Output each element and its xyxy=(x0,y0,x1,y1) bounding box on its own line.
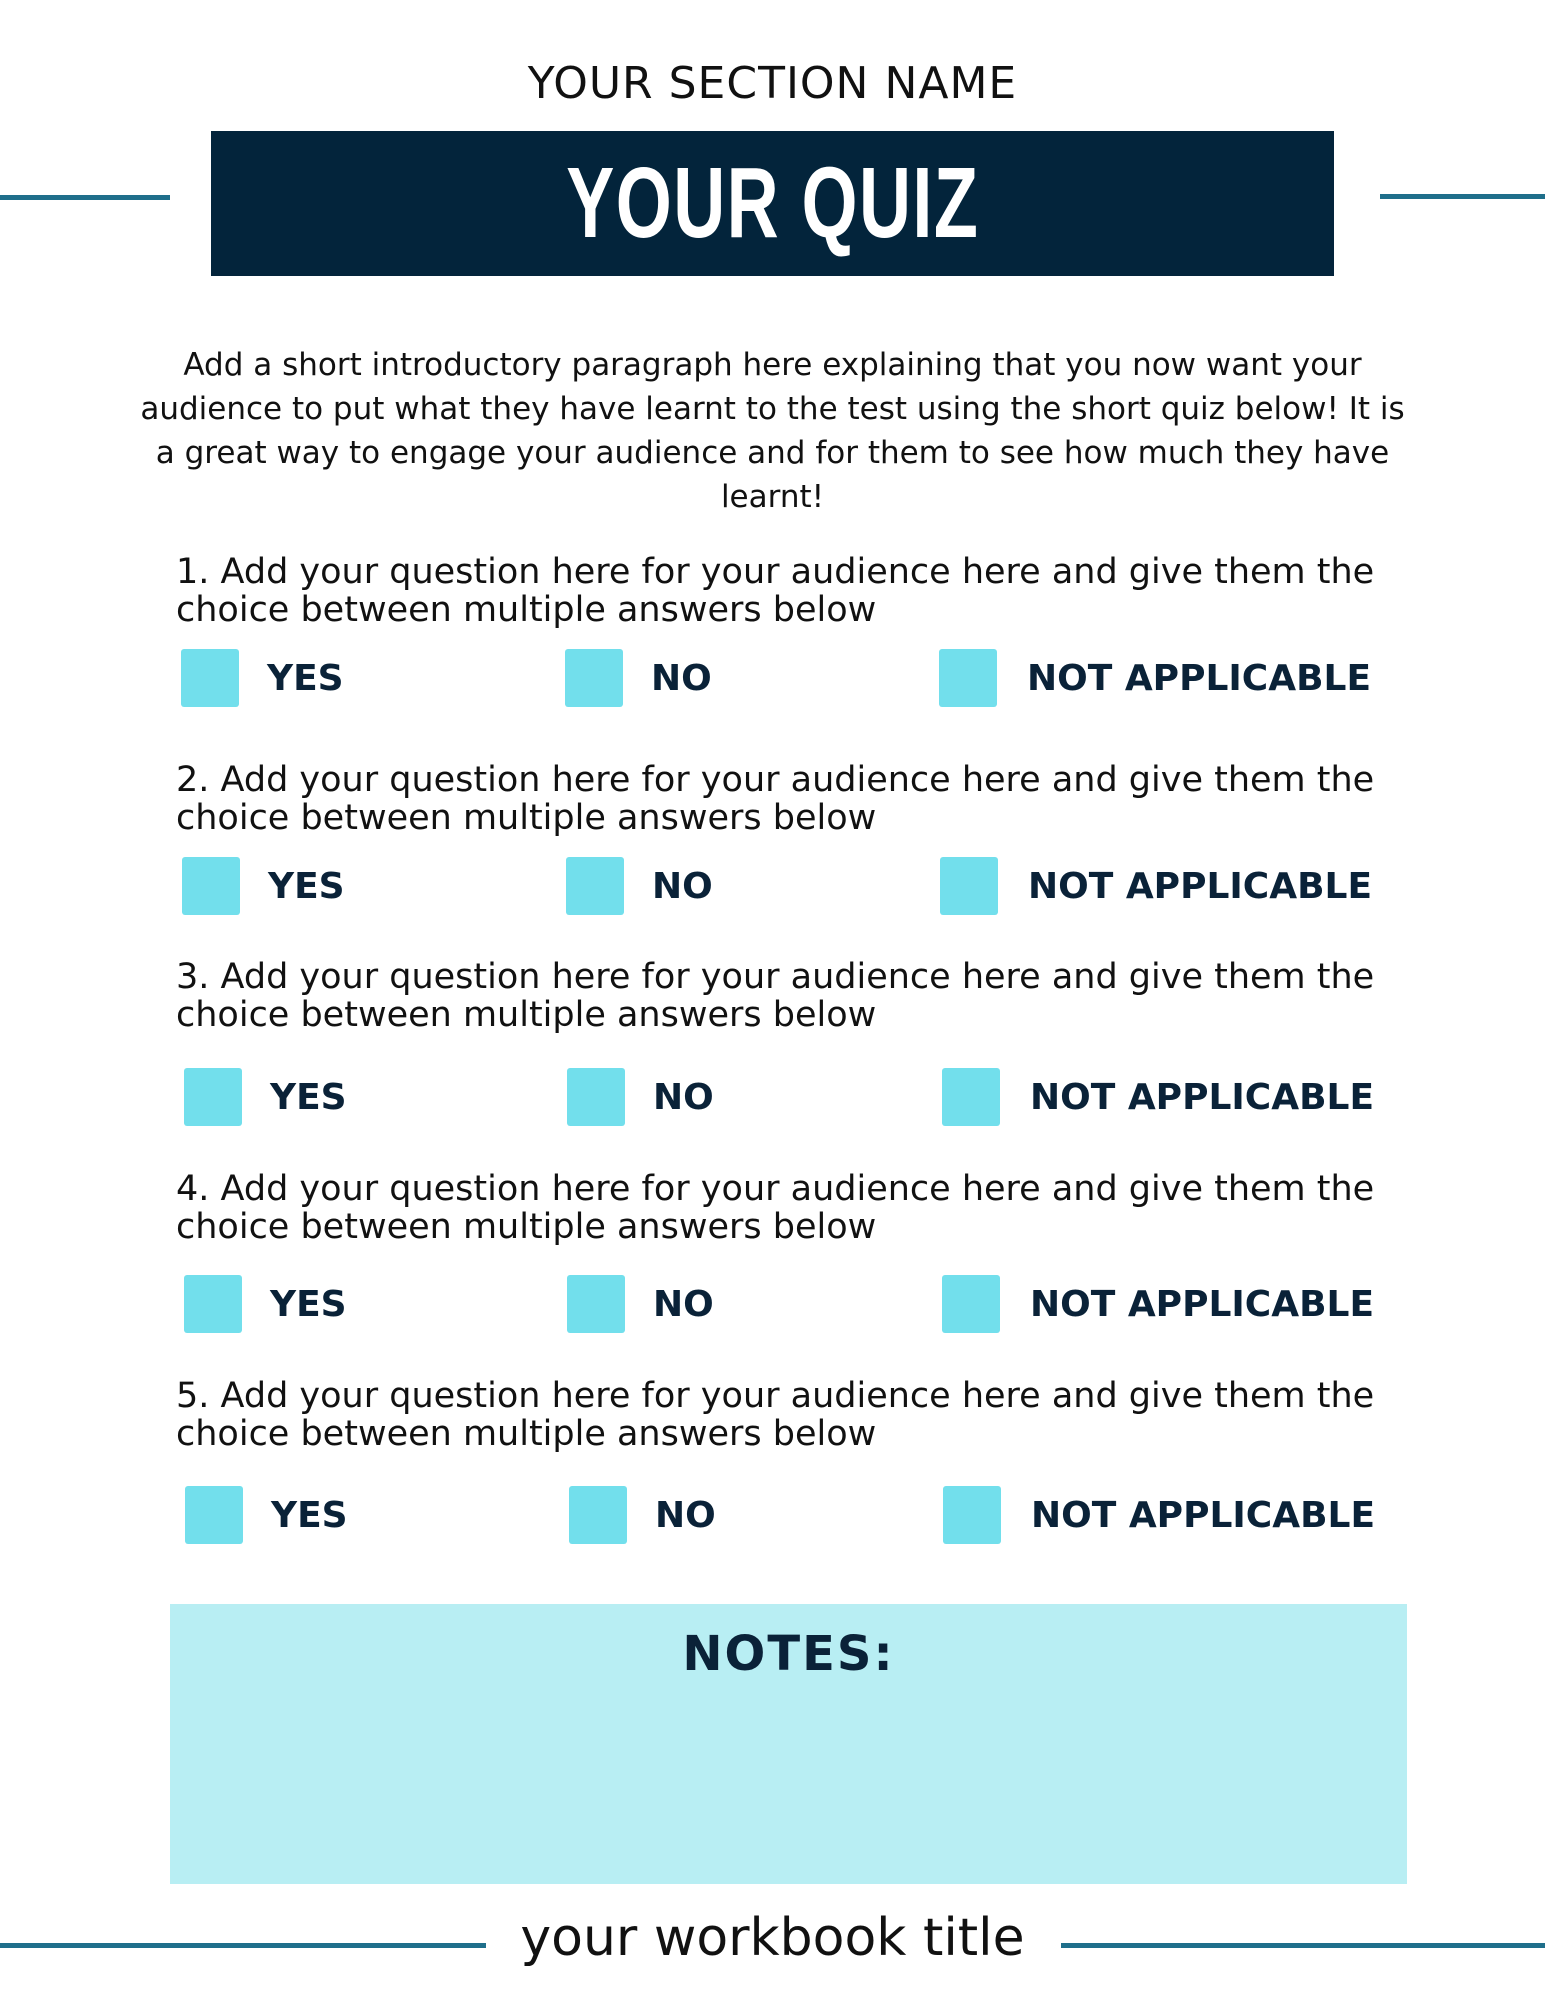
question-text-line2: choice between multiple answers below xyxy=(176,1414,877,1454)
option-label: NO xyxy=(653,1283,714,1325)
question-4 xyxy=(176,1170,1376,1246)
checkbox[interactable] xyxy=(185,1486,243,1544)
question-text-line2: choice between multiple answers below xyxy=(176,590,877,630)
intro-paragraph: Add a short introductory paragraph here explaining that you now want your audience to put what they have learnt to the test using the short quiz below! It is a great way to engage your audience and for them to see how much they have learnt! xyxy=(140,347,1405,515)
checkbox[interactable] xyxy=(184,1068,242,1126)
option-yes[interactable] xyxy=(181,649,344,707)
option-not-applicable[interactable] xyxy=(942,1275,1374,1333)
option-label: YES xyxy=(268,865,345,907)
question-text-line2: choice between multiple answers below xyxy=(176,1207,877,1247)
question-2-options xyxy=(0,857,1545,917)
question-2 xyxy=(176,761,1376,837)
option-label: NO xyxy=(653,1076,714,1118)
option-label: NOT APPLICABLE xyxy=(1027,657,1372,699)
decorative-rule-right xyxy=(1380,194,1545,199)
option-label: NO xyxy=(655,1494,716,1536)
notes-box[interactable] xyxy=(170,1604,1407,1884)
checkbox[interactable] xyxy=(942,1275,1000,1333)
option-no[interactable] xyxy=(566,857,713,915)
option-not-applicable[interactable] xyxy=(939,649,1371,707)
question-1 xyxy=(176,553,1376,629)
option-label: YES xyxy=(270,1076,347,1118)
question-text-line1: 1. Add your question here for your audience here and give them the xyxy=(176,552,1375,592)
checkbox[interactable] xyxy=(182,857,240,915)
question-text-line1: 4. Add your question here for your audience here and give them the xyxy=(176,1169,1375,1209)
option-yes[interactable] xyxy=(185,1486,348,1544)
option-no[interactable] xyxy=(569,1486,716,1544)
checkbox[interactable] xyxy=(181,649,239,707)
option-label: NOT APPLICABLE xyxy=(1028,865,1373,907)
option-label: YES xyxy=(271,1494,348,1536)
option-label: NOT APPLICABLE xyxy=(1031,1494,1376,1536)
checkbox[interactable] xyxy=(567,1068,625,1126)
option-no[interactable] xyxy=(567,1275,714,1333)
checkbox[interactable] xyxy=(940,857,998,915)
option-yes[interactable] xyxy=(182,857,345,915)
option-yes[interactable] xyxy=(184,1068,347,1126)
question-3 xyxy=(176,958,1376,1034)
checkbox[interactable] xyxy=(939,649,997,707)
decorative-rule-left xyxy=(0,195,170,200)
title-banner xyxy=(211,131,1334,276)
question-text-line2: choice between multiple answers below xyxy=(176,995,877,1035)
option-label: NOT APPLICABLE xyxy=(1030,1076,1375,1118)
option-not-applicable[interactable] xyxy=(942,1068,1374,1126)
checkbox[interactable] xyxy=(942,1068,1000,1126)
checkbox[interactable] xyxy=(565,649,623,707)
question-text-line1: 2. Add your question here for your audience here and give them the xyxy=(176,760,1375,800)
option-label: NO xyxy=(651,657,712,699)
question-3-options xyxy=(0,1068,1545,1128)
question-1-options xyxy=(0,649,1545,709)
notes-title: NOTES: xyxy=(682,1626,895,1682)
question-text-line2: choice between multiple answers below xyxy=(176,798,877,838)
checkbox[interactable] xyxy=(567,1275,625,1333)
checkbox[interactable] xyxy=(184,1275,242,1333)
workbook-title: your workbook title xyxy=(520,1908,1025,1968)
option-label: YES xyxy=(270,1283,347,1325)
question-5-options xyxy=(0,1486,1545,1546)
option-not-applicable[interactable] xyxy=(943,1486,1375,1544)
option-label: NOT APPLICABLE xyxy=(1030,1283,1375,1325)
option-no[interactable] xyxy=(567,1068,714,1126)
option-label: NO xyxy=(652,865,713,907)
page-title: YOUR QUIZ xyxy=(566,147,979,259)
question-text-line1: 5. Add your question here for your audience here and give them the xyxy=(176,1376,1375,1416)
checkbox[interactable] xyxy=(943,1486,1001,1544)
option-no[interactable] xyxy=(565,649,712,707)
checkbox[interactable] xyxy=(569,1486,627,1544)
question-text-line1: 3. Add your question here for your audience here and give them the xyxy=(176,957,1375,997)
checkbox[interactable] xyxy=(566,857,624,915)
option-yes[interactable] xyxy=(184,1275,347,1333)
question-5 xyxy=(176,1377,1376,1453)
section-name: YOUR SECTION NAME xyxy=(527,58,1018,109)
question-4-options xyxy=(0,1275,1545,1335)
option-label: YES xyxy=(267,657,344,699)
option-not-applicable[interactable] xyxy=(940,857,1372,915)
